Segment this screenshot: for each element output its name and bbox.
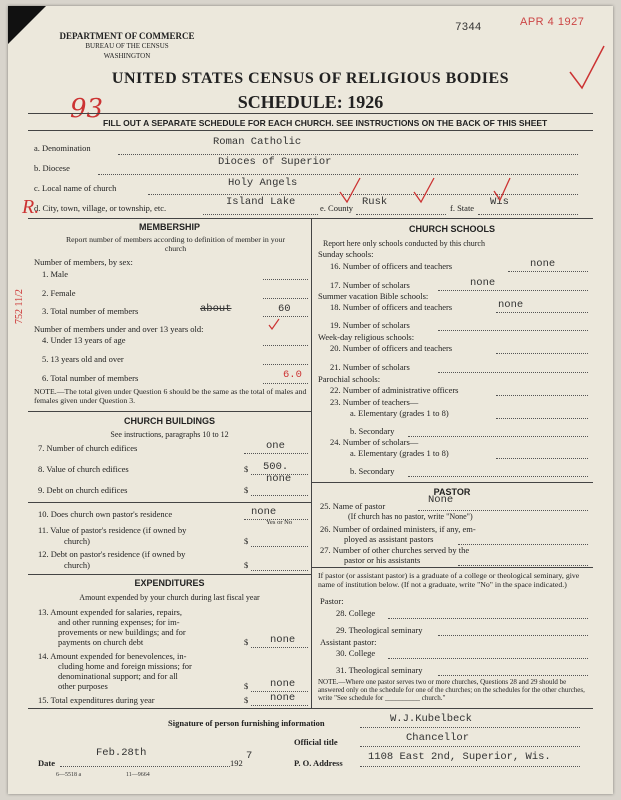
diocese-value[interactable]: Dioces of Superior — [218, 156, 332, 168]
fill-line — [251, 705, 308, 706]
fill-line — [263, 298, 308, 299]
fill-line — [244, 453, 308, 454]
q14-label-c: denominational support; and for all — [58, 671, 178, 681]
q11-label-b: church) — [64, 536, 90, 546]
female-label: 2. Female — [42, 288, 76, 298]
q24a-label: a. Elementary (grades 1 to 8) — [350, 448, 449, 458]
yes-no-hint: Yes or No — [266, 519, 293, 526]
fill-line — [496, 458, 588, 459]
dollar-sign: $ — [244, 695, 249, 705]
q30-label: 30. College — [336, 648, 376, 658]
divider — [28, 113, 593, 114]
print-code-2: 11—9664 — [126, 772, 150, 778]
red-check-mark — [412, 176, 436, 204]
q16-label: 16. Number of officers and teachers — [330, 261, 453, 271]
q15-label: 15. Total expenditures during year — [38, 695, 155, 705]
county-label: e. County — [320, 203, 354, 213]
buildings-sub: See instructions, paragraphs 10 to 12 — [110, 430, 229, 439]
fill-line — [360, 746, 580, 747]
q12-label-a: 12. Debt on pastor's residence (if owned by — [38, 549, 186, 559]
fill-line — [438, 290, 588, 291]
q14-label-a: 14. Amount expended for benevolences, in- — [38, 651, 187, 661]
fill-line — [458, 544, 588, 545]
fill-line — [263, 364, 308, 365]
q10-value[interactable]: none — [251, 506, 277, 518]
state-value[interactable]: Wis — [490, 196, 509, 208]
department-header — [52, 31, 202, 61]
fill-line — [388, 658, 588, 659]
census-form — [8, 6, 613, 794]
church-name-label: c. Local name of church — [34, 183, 117, 193]
q23-label: 23. Number of teachers— — [330, 397, 419, 407]
q24b-label: b. Secondary — [350, 466, 395, 476]
q26-label-b: ployed as assistant pastors — [344, 534, 434, 544]
q13-label-d: payments on church debt — [58, 637, 144, 647]
over13-label: 5. 13 years old and over — [42, 354, 124, 364]
divider — [28, 708, 593, 709]
total6-label: 6. Total number of members — [42, 373, 139, 383]
year-suffix[interactable]: 7 — [246, 750, 253, 762]
bureau-city: WASHINGTON — [103, 52, 151, 60]
diocese-label: b. Diocese — [34, 163, 70, 173]
divider — [28, 130, 593, 131]
q26-label-a: 26. Number of ordained ministers, if any, em- — [320, 524, 476, 534]
q24-label: 24. Number of scholars— — [330, 437, 419, 447]
signature-value[interactable]: W.J.Kubelbeck — [390, 713, 472, 725]
q19-label: 19. Number of scholars — [330, 320, 410, 330]
received-date-stamp: APR 4 1927 — [520, 16, 585, 28]
q10-label: 10. Does church own pastor's residence — [38, 509, 173, 519]
form-title: UNITED STATES CENSUS OF RELIGIOUS BODIES — [111, 70, 510, 87]
q20-label: 20. Number of officers and teachers — [330, 343, 453, 353]
divider — [311, 482, 593, 483]
sunday-label: Sunday schools: — [318, 249, 374, 259]
dollar-sign: $ — [244, 560, 249, 570]
city-value[interactable]: Island Lake — [226, 196, 296, 208]
divider — [28, 574, 311, 575]
q13-label-a: 13. Amount expended for salaries, repairs, — [38, 607, 182, 617]
q28-label: 28. College — [336, 608, 376, 618]
q14-value[interactable]: none — [270, 678, 296, 690]
q31-label: 31. Theological seminary — [336, 665, 423, 675]
fill-line — [438, 635, 588, 636]
fill-line — [263, 316, 308, 317]
q13-label-c: provements or new buildings; and for — [58, 627, 186, 637]
department-name: DEPARTMENT OF COMMERCE — [59, 31, 195, 41]
q18-label: 18. Number of officers and teachers — [330, 302, 453, 312]
q13-label-b: and other running expenses; for im- — [58, 617, 180, 627]
q16-value[interactable]: none — [530, 258, 556, 270]
q13-value[interactable]: none — [270, 634, 296, 646]
fill-line — [263, 383, 308, 384]
fill-line — [251, 546, 308, 547]
fill-line — [496, 312, 588, 313]
fill-line — [263, 279, 308, 280]
fill-line — [251, 647, 308, 648]
q25-label: 25. Name of pastor — [320, 501, 386, 511]
red-check-mark — [268, 318, 280, 330]
q9-label: 9. Debt on church edifices — [38, 485, 128, 495]
signature-label: Signature of person furnishing information — [168, 718, 325, 728]
fill-line — [98, 174, 578, 175]
fill-line — [496, 418, 588, 419]
title-label: Official title — [294, 737, 338, 747]
dollar-sign: $ — [244, 681, 249, 691]
q25-hint: (If church has no pastor, write "None") — [348, 512, 473, 521]
fill-line — [438, 372, 588, 373]
fill-line — [203, 214, 318, 215]
date-value[interactable]: Feb.28th — [96, 747, 147, 759]
q22-label: 22. Number of administrative officers — [330, 385, 459, 395]
fill-line — [408, 436, 588, 437]
denomination-value[interactable]: Roman Catholic — [213, 136, 302, 148]
q27-label-a: 27. Number of other churches served by the — [320, 545, 470, 555]
q29-label: 29. Theological seminary — [336, 625, 423, 635]
total-members-value[interactable]: 60 — [278, 303, 291, 315]
handwritten-number: 93 — [70, 94, 104, 124]
under13-label: 4. Under 13 years of age — [42, 335, 126, 345]
margin-side-note: 752 11/2 — [14, 289, 25, 324]
q11-label-a: 11. Value of pastor's residence (if owned by — [38, 525, 187, 535]
dollar-sign: $ — [244, 637, 249, 647]
age-intro: Number of members under and over 13 years old: — [34, 324, 204, 334]
by-sex-label: Number of members, by sex: — [34, 257, 133, 267]
fill-line — [148, 194, 578, 195]
fill-line — [418, 510, 588, 511]
fill-line — [438, 330, 588, 331]
form-number: 7344 — [455, 22, 482, 34]
q17-label: 17. Number of scholars — [330, 280, 410, 290]
fill-line — [508, 271, 588, 272]
divider — [28, 411, 311, 412]
q15-value[interactable]: none — [270, 692, 296, 704]
q12-label-b: church) — [64, 560, 90, 570]
q23a-label: a. Elementary (grades 1 to 8) — [350, 408, 449, 418]
fill-line — [408, 476, 588, 477]
title-value[interactable]: Chancellor — [406, 732, 470, 744]
q14-label-d: other purposes — [58, 681, 108, 691]
margin-r-mark: R. — [22, 196, 40, 218]
dollar-sign: $ — [244, 536, 249, 546]
membership-intro: Report number of members according to definition of member in your church — [65, 235, 286, 253]
buildings-heading: CHURCH BUILDINGS — [124, 416, 215, 426]
q7-label: 7. Number of church edifices — [38, 443, 138, 453]
schedule-title: SCHEDULE: 1926 — [237, 92, 384, 112]
expenditures-heading: EXPENDITURES — [134, 578, 205, 588]
weekday-label: Week-day religious schools: — [318, 332, 415, 342]
assistant-subhead: Assistant pastor: — [320, 637, 377, 647]
city-label: d. City, town, village, or township, etc. — [34, 203, 167, 213]
male-label: 1. Male — [42, 269, 68, 279]
county-value[interactable]: Rusk — [362, 196, 388, 208]
dollar-sign: $ — [244, 464, 249, 474]
red-check-mark — [492, 176, 512, 202]
fill-line — [118, 154, 578, 155]
fill-line — [263, 345, 308, 346]
fill-line — [496, 395, 588, 396]
year-prefix: 192 — [230, 758, 243, 768]
date-label: Date — [38, 758, 55, 768]
q14-label-b: cluding home and foreign missions; for — [58, 661, 192, 671]
fill-line — [251, 570, 308, 571]
q9-value[interactable]: none — [266, 473, 292, 485]
print-code: 6—5518 a — [56, 772, 82, 778]
fill-line — [356, 214, 446, 215]
fill-line — [60, 766, 230, 767]
fill-line — [360, 766, 580, 767]
red-check-mark — [338, 176, 362, 204]
membership-heading: MEMBERSHIP — [138, 222, 200, 232]
state-label: f. State — [450, 203, 475, 213]
denomination-label: a. Denomination — [34, 143, 91, 153]
address-label: P. O. Address — [294, 758, 343, 768]
divider — [311, 567, 593, 568]
q7-value[interactable]: one — [266, 440, 285, 452]
divider — [28, 502, 311, 503]
q17-value[interactable]: none — [470, 277, 496, 289]
address-value[interactable]: 1108 East 2nd, Superior, Wis. — [368, 751, 551, 763]
parochial-label: Parochial schools: — [318, 374, 381, 384]
instruction-line: FILL OUT A SEPARATE SCHEDULE FOR EACH CHURCH. SEE INSTRUCTIONS ON THE BACK OF THIS SHEET — [103, 118, 548, 128]
church-name-value[interactable]: Holy Angels — [228, 177, 298, 189]
q8-value[interactable]: 500. — [263, 461, 289, 473]
fill-line — [251, 495, 308, 496]
q23b-label: b. Secondary — [350, 426, 395, 436]
fill-line — [478, 214, 578, 215]
fill-line — [458, 565, 588, 566]
q21-label: 21. Number of scholars — [330, 362, 410, 372]
graduate-note: If pastor (or assistant pastor) is a graduate of a college or theological seminary, give name of institution below. (If not a graduate, write "No" in the space indicated.) — [318, 571, 580, 589]
fill-line — [438, 675, 588, 676]
schools-intro: Report here only schools conducted by this church — [323, 239, 485, 248]
summer-label: Summer vacation Bible schools: — [318, 291, 429, 301]
expenditures-sub: Amount expended by your church during last fiscal year — [79, 593, 260, 602]
fill-line — [496, 353, 588, 354]
pastor-note: NOTE.—Where one pastor serves two or more churches, Questions 28 and 29 should be answered only on the schedule for one of the churches; on the schedules for the other churches, write "See schedule for __________ church." — [318, 678, 585, 702]
membership-note: NOTE.—The total given under Question 6 should be the same as the total of males and females given under Question 3. — [34, 387, 307, 405]
total6-value[interactable]: 6.0 — [283, 369, 302, 381]
column-divider — [311, 218, 312, 708]
dollar-sign: $ — [244, 485, 249, 495]
q18-value[interactable]: none — [498, 299, 524, 311]
q27-label-b: pastor or his assistants — [344, 555, 421, 565]
fill-line — [388, 618, 588, 619]
schools-heading: CHURCH SCHOOLS — [408, 224, 495, 234]
q25-value[interactable]: None — [428, 494, 454, 506]
pastor-subhead: Pastor: — [320, 596, 344, 606]
torn-corner — [8, 6, 46, 44]
struck-about: about — [200, 303, 232, 315]
fill-line — [360, 727, 580, 728]
pastor-heading: PASTOR — [433, 487, 471, 497]
bureau-name: BUREAU OF THE CENSUS — [85, 42, 169, 50]
q8-label: 8. Value of church edifices — [38, 464, 129, 474]
total-members-label: 3. Total number of members — [42, 306, 139, 316]
